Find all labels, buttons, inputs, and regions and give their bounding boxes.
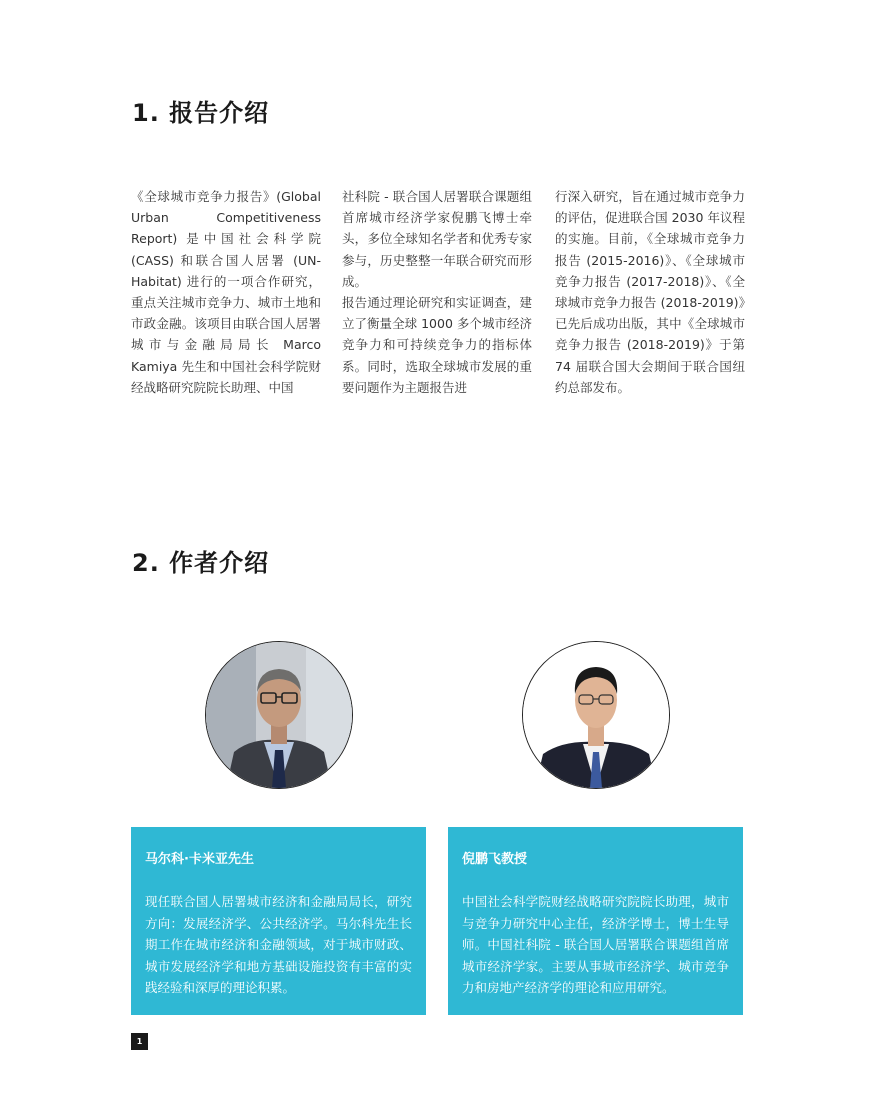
report-paragraph: 行深入研究，旨在通过城市竞争力的评估，促进联合国 2030 年议程的实施。目前，《全球城市竞争力报告 (2015-2016)》、《全球城市竞争力报告 (2017-2018)》、《全球城市竞争力报告 (2018-2019)》已先后成功出版，其中《全球城市竞争力报告 (2018-2019)》于第 74 届联合国大会期间于联合国纽约总部发布。 <box>555 189 745 395</box>
report-paragraph: 社科院 - 联合国人居署联合课题组首席城市经济学家倪鹏飞博士牵头，多位全球知名学者和优秀专家参与，历史整整一年联合研究而形成。 <box>342 189 532 289</box>
author-bio: 中国社会科学院财经战略研究院院长助理，城市与竞争力研究中心主任，经济学博士，博士生导师。中国社科院 - 联合国人居署联合课题组首席城市经济学家。主要从事城市经济学、城市竞争力和房地产经济学的理论和应用研究。 <box>462 894 729 995</box>
author-name: 马尔科·卡米亚先生 <box>145 852 254 867</box>
author-name: 倪鹏飞教授 <box>462 852 528 867</box>
report-column-1 <box>131 186 321 398</box>
author-photo-ni-pengfei <box>522 641 670 789</box>
author-card-ni-pengfei <box>448 827 743 1015</box>
section-heading-authors: 2. 作者介绍 <box>132 549 270 577</box>
author-photo-marco-kamiya <box>205 641 353 789</box>
author-bio: 现任联合国人居署城市经济和金融局局长，研究方向：发展经济学、公共经济学。马尔科先生长期工作在城市经济和金融领域，对于城市财政、城市发展经济学和地方基础设施投资有丰富的实践经验和深厚的理论积累。 <box>145 894 412 995</box>
report-paragraph: 报告通过理论研究和实证调查，建立了衡量全球 1000 多个城市经济竞争力和可持续竞争力的指标体系。同时，选取全球城市发展的重要问题作为主题报告进 <box>342 295 532 395</box>
author-card-marco-kamiya <box>131 827 426 1015</box>
section-heading-report: 1. 报告介绍 <box>132 99 270 127</box>
report-paragraph: 《全球城市竞争力报告》(Global Urban Competitiveness Report) 是中国社会科学院 (CASS) 和联合国人居署 (UN-Habitat) 进行的一项合作研究，重点关注城市竞争力、城市土地和市政金融。该项目由联合国人居署城市与金融局局长 Marco Kamiya 先生和中国社会科学院财经战略研究院院长助理、中国 <box>131 189 321 395</box>
report-column-2 <box>342 186 532 398</box>
page-number: 1 <box>131 1033 148 1050</box>
report-column-3 <box>555 186 745 398</box>
